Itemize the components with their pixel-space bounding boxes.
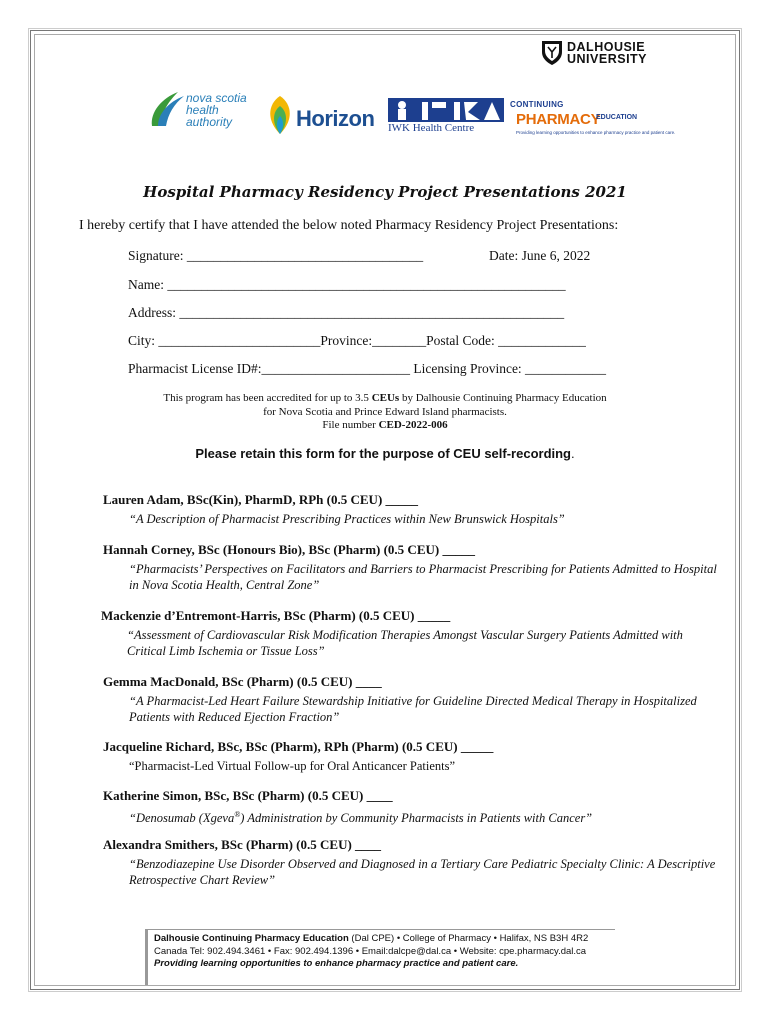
footer <box>154 933 588 971</box>
retain-period: . <box>571 446 575 461</box>
presenter-name: Jacqueline Richard, BSc, BSc (Pharm), RPh (Pharm) (0.5 CEU) _____ <box>103 739 494 754</box>
cpe-line2: PHARMACY <box>516 111 601 128</box>
accred-line1-pre: This program has been accredited for up to 3.5 <box>163 392 372 404</box>
page-title: Hospital Pharmacy Residency Project Presentations 2021 <box>143 183 627 201</box>
iwk-wordmark: IWK Health Centre <box>388 122 475 134</box>
presentation-title: “Benzodiazepine Use Disorder Observed and Diagnosed in a Tertiary Care Pediatric Specialty Clinic: A Descriptive Retrospective Chart Review” <box>129 857 716 887</box>
title-pre: “Denosumab (Xgeva <box>129 811 235 826</box>
nsha-line1: nova scotia <box>186 91 247 105</box>
address-field[interactable]: Address: _________________________________________________________ <box>128 305 565 320</box>
dalhousie-line1: DALHOUSIE <box>567 40 646 54</box>
signature-field[interactable]: Signature: ___________________________________ <box>128 248 424 263</box>
accred-line3-pre: File number <box>322 419 379 431</box>
presenter-name: Katherine Simon, BSc, BSc (Pharm) (0.5 CEU) ____ <box>103 788 393 803</box>
cpe-logo <box>510 100 676 140</box>
footer-rule <box>145 929 615 930</box>
iwk-figures-icon <box>388 98 504 122</box>
footer-org: Dalhousie Continuing Pharmacy Education <box>154 933 349 944</box>
presentation-title: “Pharmacist-Led Virtual Follow-up for Oral Anticancer Patients” <box>129 759 456 773</box>
presentation-title: “Pharmacists’ Perspectives on Facilitators and Barriers to Pharmacist Prescribing for Patients Admitted to Hospital in Nova Scotia Health, Central Zone” <box>129 562 717 592</box>
date-field[interactable]: Date: June 6, 2022 <box>489 248 591 263</box>
presenter-name: Mackenzie d’Entremont-Harris, BSc (Pharm) (0.5 CEU) _____ <box>101 608 451 623</box>
footer-tagline: Providing learning opportunities to enhance pharmacy practice and patient care. <box>154 958 519 969</box>
name-field[interactable]: Name: ___________________________________________________________ <box>128 277 566 292</box>
presenter-item <box>103 837 723 888</box>
presenter-item <box>103 674 723 725</box>
registered-mark: ® <box>234 810 241 819</box>
iwk-logo <box>388 98 508 138</box>
nsha-line2: health authority <box>186 103 233 129</box>
accreditation-note <box>0 392 770 433</box>
nsha-logo <box>148 86 260 128</box>
presentation-title <box>103 807 723 826</box>
accred-line2: for Nova Scotia and Prince Edward Island pharmacists. <box>263 405 507 418</box>
license-field[interactable]: Pharmacist License ID#:______________________ Licensing Province: ____________ <box>128 361 607 376</box>
city-province-postal-field[interactable]: City: ________________________Province:________Postal Code: _____________ <box>128 333 586 348</box>
retain-notice <box>0 446 770 461</box>
presenter-name: Lauren Adam, BSc(Kin), PharmD, RPh (0.5 CEU) _____ <box>103 492 419 507</box>
presenter-item <box>101 608 721 659</box>
accred-file-number: CED-2022-006 <box>378 419 448 431</box>
iwk-figures-band <box>388 98 504 122</box>
accred-line1-post: by Dalhousie Continuing Pharmacy Education <box>399 392 607 404</box>
certification-statement: I hereby certify that I have attended the below noted Pharmacy Residency Project Presentations: <box>79 218 619 233</box>
horizon-logo <box>262 92 386 138</box>
presentation-title: “Assessment of Cardiovascular Risk Modification Therapies Amongst Vascular Surgery Patients Admitted with Critical Limb Ischemia or Tissue Loss” <box>127 628 683 658</box>
dalhousie-shield-icon <box>541 40 563 66</box>
cpe-line1: CONTINUING <box>510 100 564 109</box>
presenter-item <box>103 788 723 826</box>
footer-line1: (Dal CPE) • College of Pharmacy • Halifax, NS B3H 4R2 <box>348 933 589 944</box>
accred-ceus: CEUs <box>371 392 400 404</box>
presentation-title: “A Pharmacist-Led Heart Failure Stewardship Initiative for Guideline Directed Medical Therapy in Hospitalized Patients with Reduced Ejection Fraction” <box>129 694 697 724</box>
presenter-item <box>103 739 723 774</box>
presenter-item <box>103 492 723 527</box>
nsha-swoosh-icon <box>148 86 188 130</box>
partner-logos <box>148 86 676 148</box>
dalhousie-logo <box>541 40 647 66</box>
title-post: ) Administration by Community Pharmacists in Patients with Cancer” <box>240 811 593 826</box>
presenter-name: Gemma MacDonald, BSc (Pharm) (0.5 CEU) ____ <box>103 674 382 689</box>
retain-text: Please retain this form for the purpose of CEU self-recording <box>195 446 571 461</box>
presentation-title: “A Description of Pharmacist Prescribing Practices within New Brunswick Hospitals” <box>129 512 565 526</box>
footer-contact: Canada Tel: 902.494.3461 • Fax: 902.494.1396 • Email:dalcpe@dal.ca • Website: cpe.pharmacy.dal.ca <box>154 945 587 957</box>
dalhousie-line2: UNIVERSITY <box>567 52 648 66</box>
cpe-tagline: Providing learning opportunities to enhance pharmacy practice and patient care. <box>516 130 676 135</box>
cpe-line2b: EDUCATION <box>596 114 638 121</box>
footer-bar <box>145 929 148 985</box>
presenter-item <box>103 542 723 593</box>
horizon-leaf-icon <box>262 92 298 138</box>
presenter-name: Hannah Corney, BSc (Honours Bio), BSc (Pharm) (0.5 CEU) _____ <box>103 542 475 557</box>
horizon-wordmark: Horizon <box>296 106 375 131</box>
presenter-name: Alexandra Smithers, BSc (Pharm) (0.5 CEU) ____ <box>103 837 382 852</box>
